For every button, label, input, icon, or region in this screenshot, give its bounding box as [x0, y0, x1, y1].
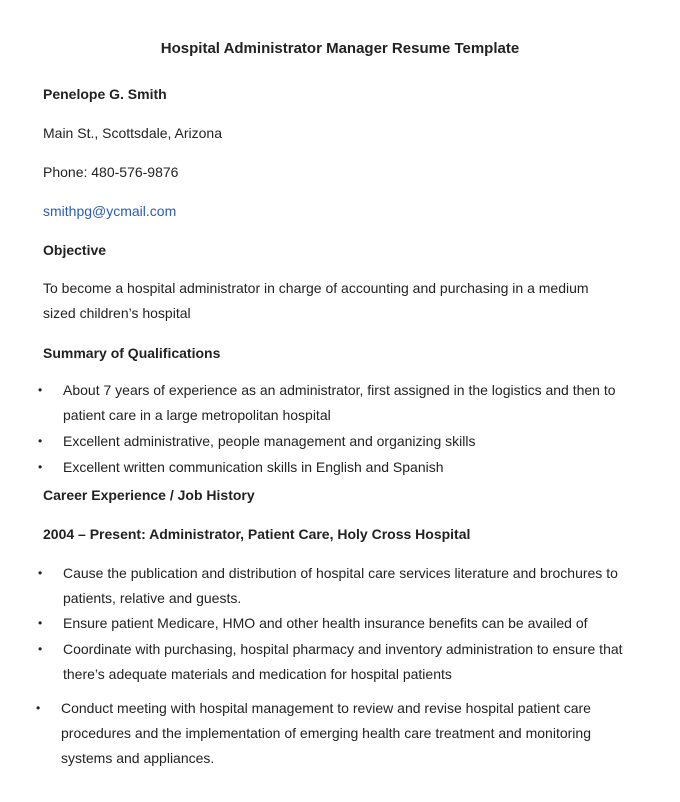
address: Main St., Scottsdale, Arizona	[43, 125, 222, 141]
bullet-icon: •	[38, 616, 43, 630]
objective-text: To become a hospital administrator in charge of accounting and purchasing in a medium sized children’s hospital	[43, 280, 589, 321]
bullet-icon: •	[38, 642, 43, 656]
bullet-icon: •	[38, 383, 43, 397]
job-title: 2004 – Present: Administrator, Patient Care, Holy Cross Hospital	[43, 526, 471, 542]
summary-item-text: About 7 years of experience as an administrator, first assigned in the logistics and then to patient care in a large metropolitan hospital	[63, 382, 616, 423]
page-title: Hospital Administrator Manager Resume Template	[160, 40, 520, 57]
bullet-icon: •	[36, 701, 41, 715]
phone: Phone: 480-576-9876	[43, 164, 179, 180]
career-item-text: Cause the publication and distribution of hospital care services literature and brochures to patients, relative and guests.	[63, 565, 618, 606]
summary-heading: Summary of Qualifications	[43, 345, 221, 361]
summary-item-text: Excellent administrative, people management and organizing skills	[63, 433, 476, 449]
career-item-text: Conduct meeting with hospital management to review and revise hospital patient care procedures and the implementation of emerging health care treatment and monitoring systems and appliances.	[61, 700, 591, 766]
objective-heading: Objective	[43, 242, 107, 258]
bullet-icon: •	[38, 566, 43, 580]
career-item-text: Ensure patient Medicare, HMO and other health insurance benefits can be availed of	[63, 615, 588, 631]
candidate-name: Penelope G. Smith	[43, 86, 167, 102]
email-link[interactable]: smithpg@ycmail.com	[43, 203, 177, 219]
bullet-icon: •	[38, 460, 43, 474]
summary-item-text: Excellent written communication skills in English and Spanish	[63, 459, 444, 475]
career-heading: Career Experience / Job History	[43, 487, 255, 503]
career-item-text: Coordinate with purchasing, hospital pharmacy and inventory administration to ensure that there’s adequate materials and medication for hospital patients	[63, 641, 623, 682]
bullet-icon: •	[38, 434, 43, 448]
